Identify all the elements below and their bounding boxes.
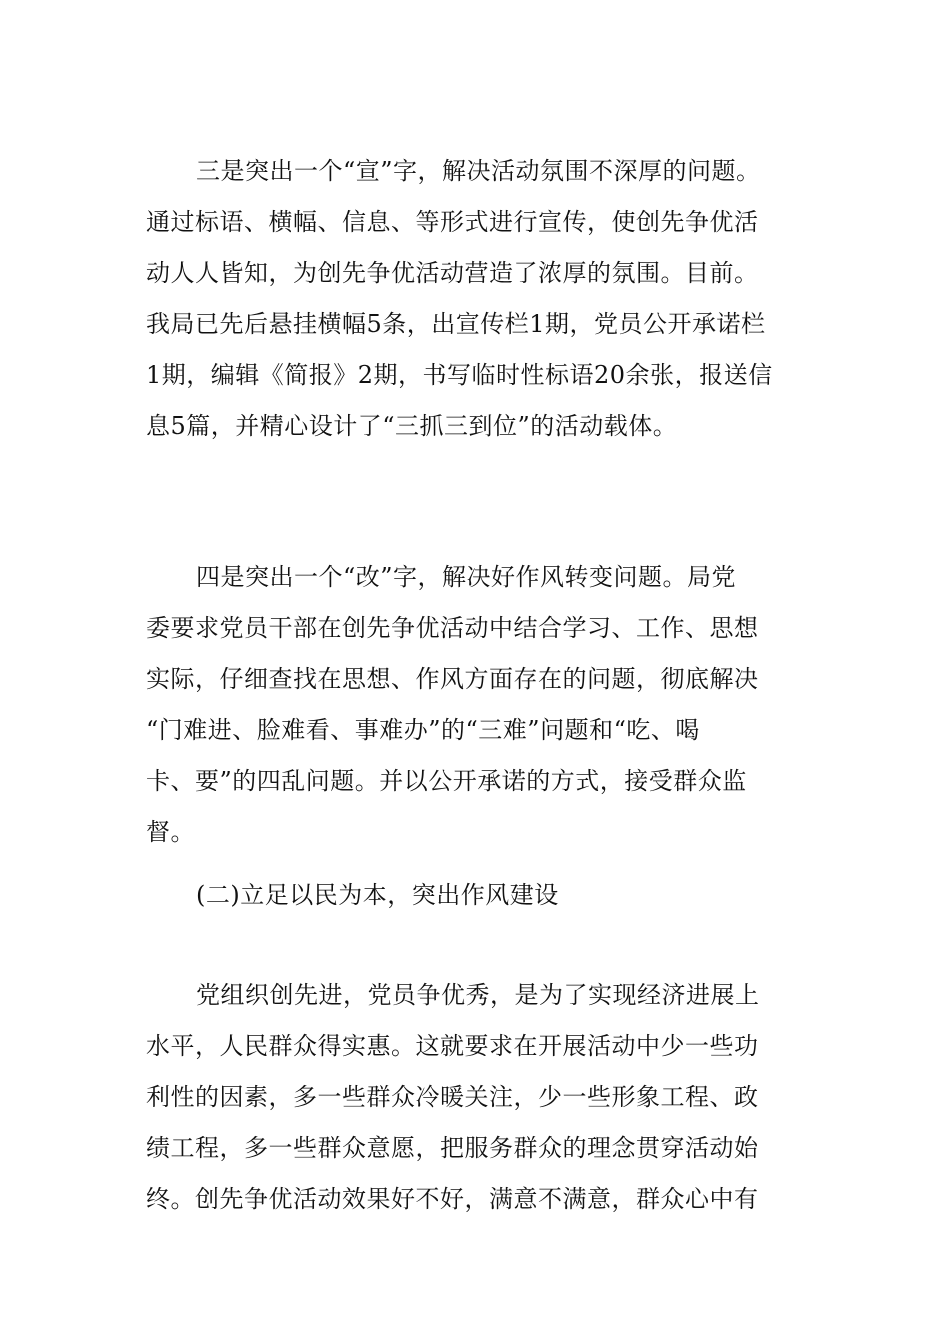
paragraph-line: 督。: [146, 818, 195, 846]
paragraph-line: 水平，人民群众得实惠。这就要求在开展活动中少一些功: [146, 1032, 759, 1060]
paragraph-line: “门难进、脸难看、事难办”的“三难”问题和“吃、喝: [146, 716, 700, 744]
paragraph-line: 1期，编辑《简报》2期，书写临时性标语20余张，报送信: [146, 361, 773, 389]
paragraph-propaganda: [146, 146, 826, 452]
paragraph-line: 息5篇，并精心设计了“三抓三到位”的活动载体。: [146, 412, 678, 440]
section-heading-text: (二)立足以民为本，突出作风建设: [196, 881, 559, 909]
paragraph-line: 实际，仔细查找在思想、作风方面存在的问题，彻底解决: [146, 665, 759, 693]
section-heading: [146, 870, 826, 921]
paragraph-line: 三是突出一个“宣”字，解决活动氛围不深厚的问题。: [196, 157, 761, 185]
paragraph-line: 动人人皆知，为创先争优活动营造了浓厚的氛围。目前。: [146, 259, 759, 287]
paragraph-line: 绩工程，多一些群众意愿，把服务群众的理念贯穿活动始: [146, 1134, 759, 1162]
paragraph-line: 终。创先争优活动效果好不好，满意不满意，群众心中有: [146, 1185, 759, 1213]
paragraph-line: 委要求党员干部在创先争优活动中结合学习、工作、思想: [146, 614, 759, 642]
paragraph-line: 通过标语、横幅、信息、等形式进行宣传，使创先争优活: [146, 208, 759, 236]
paragraph-line: 卡、要”的四乱问题。并以公开承诺的方式，接受群众监: [146, 767, 747, 795]
paragraph-line: 我局已先后悬挂横幅5条，出宣传栏1期，党员公开承诺栏: [146, 310, 766, 338]
paragraph-people-oriented: [146, 970, 826, 1225]
paragraph-reform: [146, 552, 826, 858]
paragraph-line: 四是突出一个“改”字，解决好作风转变问题。局党: [196, 563, 737, 591]
paragraph-line: 党组织创先进，党员争优秀，是为了实现经济进展上: [196, 981, 760, 1009]
paragraph-line: 利性的因素，多一些群众冷暖关注，少一些形象工程、政: [146, 1083, 759, 1111]
